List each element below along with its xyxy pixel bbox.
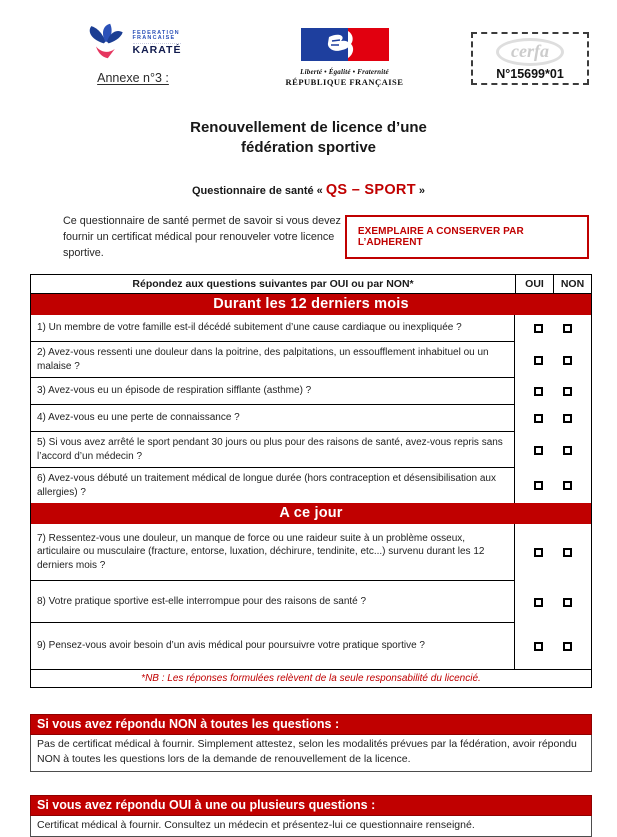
karate-logo-text: [133, 31, 182, 57]
outcome-oui-body: Certificat médical à fournir. Consultez un médecin et présentez-lui ce questionnaire renseigné.: [30, 816, 592, 837]
answer-checkboxes: [515, 378, 591, 405]
answer-checkboxes: [515, 342, 591, 378]
karate-fed-line2: FRANCAISE: [132, 35, 176, 42]
question-text: 5) Si vous avez arrêté le sport pendant 30 jours ou plus pour des raisons de santé, avez-vous repris sans l’accord d’un médecin ?: [31, 432, 515, 468]
answer-checkboxes: [515, 405, 591, 432]
cerfa-stamp: [471, 32, 589, 85]
non-checkbox[interactable]: [563, 446, 572, 455]
marianne-flag-icon: [301, 28, 389, 66]
question-row: [31, 432, 591, 468]
non-checkbox[interactable]: [563, 324, 572, 333]
column-header-oui: OUI: [515, 275, 553, 293]
non-checkbox[interactable]: [563, 598, 572, 607]
question-row: [31, 342, 591, 378]
answer-checkboxes: [515, 468, 591, 503]
subtitle-prefix: Questionnaire de santé «: [191, 184, 326, 197]
non-checkbox[interactable]: [563, 548, 572, 557]
table-instruction: Répondez aux questions suivantes par OUI ou par NON*: [132, 278, 414, 291]
non-checkbox[interactable]: [563, 414, 572, 423]
question-text: 9) Pensez-vous avoir besoin d’un avis médical pour poursuivre votre pratique sportive ?: [31, 623, 515, 669]
page-header: [0, 22, 617, 96]
question-text: 1) Un membre de votre famille est-il décédé subitement d’une cause cardiaque ou inexpliquée ?: [31, 315, 515, 342]
question-section: [31, 294, 591, 503]
oui-checkbox[interactable]: [534, 598, 543, 607]
intro-section: [63, 213, 589, 262]
subtitle-suffix: »: [415, 184, 426, 197]
page-title: [0, 118, 617, 159]
questionnaire-table: [30, 274, 592, 688]
outcome-oui-band: Si vous avez répondu OUI à une ou plusieurs questions :: [30, 795, 592, 816]
question-row: [31, 468, 591, 503]
karate-federation-block: [48, 22, 218, 85]
question-sections: [31, 294, 591, 669]
outcome-non-band: Si vous avez répondu NON à toutes les questions :: [30, 714, 592, 735]
keep-copy-notice: EXEMPLAIRE A CONSERVER PAR L’ADHERENT: [345, 215, 589, 259]
oui-checkbox[interactable]: [534, 387, 543, 396]
oui-checkbox[interactable]: [534, 548, 543, 557]
outcome-non-section: [30, 714, 592, 771]
republique-text: RÉPUBLIQUE FRANÇAISE: [285, 77, 404, 87]
karate-fed-line1: FEDERATION: [132, 29, 180, 36]
questionnaire-subtitle: [0, 181, 617, 199]
outcome-oui-section: [30, 795, 592, 837]
karate-logo-icon: [85, 22, 129, 65]
answer-checkboxes: [515, 524, 591, 581]
non-checkbox[interactable]: [563, 387, 572, 396]
republique-francaise-block: [218, 22, 471, 87]
answer-checkboxes: [515, 315, 591, 342]
cerfa-number: N°15699*01: [496, 67, 564, 81]
motto-text: Liberté • Égalité • Fraternité: [300, 68, 389, 76]
cerfa-block: [471, 32, 589, 85]
non-checkbox[interactable]: [563, 642, 572, 651]
question-row: [31, 581, 591, 623]
table-header-row: [31, 275, 591, 294]
question-text: 8) Votre pratique sportive est-elle interrompue pour des raisons de santé ?: [31, 581, 515, 623]
question-row: [31, 405, 591, 432]
question-row: [31, 378, 591, 405]
outcome-non-body: Pas de certificat médical à fournir. Simplement attestez, selon les modalités prévues par la fédération, avoir répondu NON à toutes les questions lors de la demande de renouvellement de la licence.: [30, 735, 592, 771]
oui-checkbox[interactable]: [534, 324, 543, 333]
answer-checkboxes: [515, 432, 591, 468]
oui-checkbox[interactable]: [534, 414, 543, 423]
non-checkbox[interactable]: [563, 481, 572, 490]
answer-checkboxes: [515, 623, 591, 669]
question-text: 7) Ressentez-vous une douleur, un manque de force ou une raideur suite à un problème osseux, articulaire ou musculaire (fracture, entorse, luxation, déchirure, tendinite, etc...) survenu durant les 12 derniers mois ?: [31, 524, 515, 581]
question-row: [31, 623, 591, 669]
question-text: 2) Avez-vous ressenti une douleur dans la poitrine, des palpitations, un essoufflement inhabituel ou un malaise ?: [31, 342, 515, 378]
oui-checkbox[interactable]: [534, 642, 543, 651]
intro-text: Ce questionnaire de santé permet de savoir si vous devez fournir un certificat médical pour renouveler votre licence sportive.: [63, 214, 341, 259]
qs-sport-label: QS – SPORT: [325, 181, 416, 198]
oui-checkbox[interactable]: [534, 446, 543, 455]
section-band: Durant les 12 derniers mois: [31, 294, 591, 315]
karate-name: KARATÉ: [132, 44, 182, 57]
question-text: 6) Avez-vous débuté un traitement médical de longue durée (hors contraception et désensibilisation aux allergies) ?: [31, 468, 515, 503]
annexe-label: Annexe n°3 :: [97, 71, 169, 85]
title-line1: Renouvellement de licence d’une: [190, 119, 427, 136]
answer-checkboxes: [515, 581, 591, 623]
oui-checkbox[interactable]: [534, 481, 543, 490]
title-line2: fédération sportive: [240, 139, 377, 157]
question-section: [31, 503, 591, 669]
question-row: [31, 524, 591, 581]
oui-checkbox[interactable]: [534, 356, 543, 365]
cerfa-logo: cerfa: [496, 38, 564, 66]
table-footnote: *NB : Les réponses formulées relèvent de la seule responsabilité du licencié.: [31, 669, 591, 687]
question-row: [31, 315, 591, 342]
question-text: 4) Avez-vous eu une perte de connaissance ?: [31, 405, 515, 432]
column-header-non: NON: [553, 275, 591, 293]
section-band: A ce jour: [31, 503, 591, 524]
non-checkbox[interactable]: [563, 356, 572, 365]
question-text: 3) Avez-vous eu un épisode de respiration sifflante (asthme) ?: [31, 378, 515, 405]
